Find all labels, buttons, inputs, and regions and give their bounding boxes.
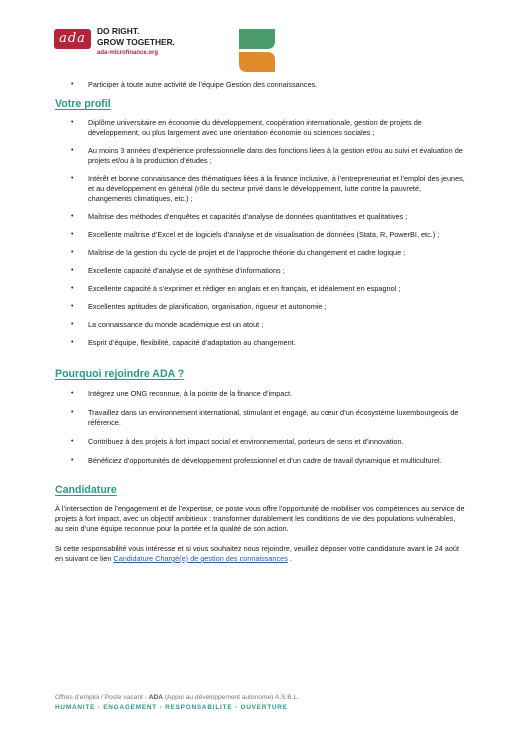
list-item: • Intérêt et bonne connaissance des thématiques liées à la finance inclusive, à l’entrepreneuriat et l’emploi des jeunes, et au développement en général (rôle du secteur privé dans le développement, lutte contre la pauvreté, changements climatiques, etc.) ; — [71, 174, 465, 203]
footer-values: HUMANITE - ENGAGEMENT - RESPONSABILITE - OUVERTURE — [55, 704, 288, 711]
document-body — [55, 80, 465, 564]
leaf-logo-icon — [237, 27, 277, 74]
bullet: • — [71, 81, 74, 88]
candidature-instructions: Si cette responsabilité vous intéresse et si vous souhaitez nous rejoindre, veuillez déposer votre candidature avant le 24 août en suivant ce lien Candidature Chargé(e) de gestion des connaissances . — [55, 544, 460, 563]
section-title-candidature: Candidature — [55, 484, 117, 496]
bullet: • — [71, 147, 74, 154]
intro-list — [55, 80, 465, 90]
bullet: • — [71, 339, 74, 346]
bullet: • — [71, 231, 74, 238]
bullet: • — [71, 175, 74, 182]
section-title-profil: Votre profil — [55, 98, 111, 110]
bullet: • — [71, 303, 74, 310]
list-item: • La connaissance du monde académique est un atout ; — [71, 320, 264, 329]
application-link[interactable]: Candidature Chargé(e) de gestion des connaissances — [113, 554, 288, 563]
list-item: • Esprit d’équipe, flexibilité, capacité d’adaptation au changement. — [71, 338, 296, 347]
website-url[interactable]: ada-microfinance.org — [97, 50, 159, 56]
document-header — [0, 0, 518, 80]
list-item: • Excellentes aptitudes de planification, organisation, rigueur et autonomie ; — [71, 302, 327, 311]
list-item: • Excellente maîtrise d’Excel et de logiciels d’analyse et de visualisation de données (Stata, R, PowerBI, etc.) ; — [71, 230, 440, 239]
bullet: • — [71, 267, 74, 274]
tagline-line2: GROW TOGETHER. — [97, 37, 176, 47]
footer-line1: Offres d’emploi / Poste vacant - ADA (Appui au développement autonome) A.S.B.L. — [55, 694, 299, 701]
bullet: • — [71, 457, 74, 464]
list-item: • Contribuez à des projets à fort impact social et environnemental, porteurs de sens et d’innovation. — [71, 437, 404, 446]
bullet: • — [71, 438, 74, 445]
list-item: • Travaillez dans un environnement international, stimulant et engagé, au cœur d’un écosystème luxembourgeois de référence. — [71, 408, 459, 427]
bullet: • — [71, 285, 74, 292]
bullet: • — [71, 390, 74, 397]
list-item: • Maîtrise de la gestion du cycle de projet et de l’approche théorie du changement et cadre logique ; — [71, 248, 406, 257]
tagline — [97, 26, 175, 57]
list-item: • Au moins 3 années d’expérience professionnelle dans des fonctions liées à la gestion et/ou au suivi et évaluation de projets et/ou à la production d’études ; — [71, 146, 463, 165]
list-item: • Maîtrise des méthodes d’enquêtes et capacités d’analyse de données quantitatives et qualitatives ; — [71, 212, 408, 221]
document-footer — [55, 693, 475, 713]
list-item: • Bénéficiez d’opportunités de développement professionnel et d’un cadre de travail dynamique et multiculturel. — [71, 456, 442, 465]
bullet: • — [71, 249, 74, 256]
pourquoi-list — [55, 389, 465, 466]
list-item: • Diplôme universitaire en économie du développement, coopération internationale, gestion de projets de développement, ou plus largement avec une orientation économie ou sciences sociales ; — [71, 118, 422, 137]
list-item: • Participer à toute autre activité de l’équipe Gestion des connaissances. — [71, 80, 318, 89]
list-item: • Excellente capacité d’analyse et de synthèse d’informations ; — [71, 266, 285, 275]
bullet: • — [71, 321, 74, 328]
candidature-paragraph: À l’intersection de l’engagement et de l’expertise, ce poste vous offre l’opportunité de mobiliser vos compétences au service de projets à fort impact, avec un objectif ambitieux : transformer durablement les conditions de vie des populations vulnérables, au sein d’une équipe reconnue pour la portée et la qualité de son action. — [55, 504, 465, 533]
tagline-line1: DO RIGHT. — [97, 26, 140, 36]
bullet: • — [71, 213, 74, 220]
list-item: • Intégrez une ONG reconnue, à la pointe de la finance d’impact. — [71, 389, 293, 398]
bullet: • — [71, 409, 74, 416]
profil-list — [55, 118, 465, 348]
list-item: • Excellente capacité à s’exprimer et rédiger en anglais et en français, et idéalement en espagnol ; — [71, 284, 401, 293]
section-title-pourquoi: Pourquoi rejoindre ADA ? — [55, 368, 185, 380]
bullet: • — [71, 119, 74, 126]
ada-logo: ada — [54, 29, 91, 49]
